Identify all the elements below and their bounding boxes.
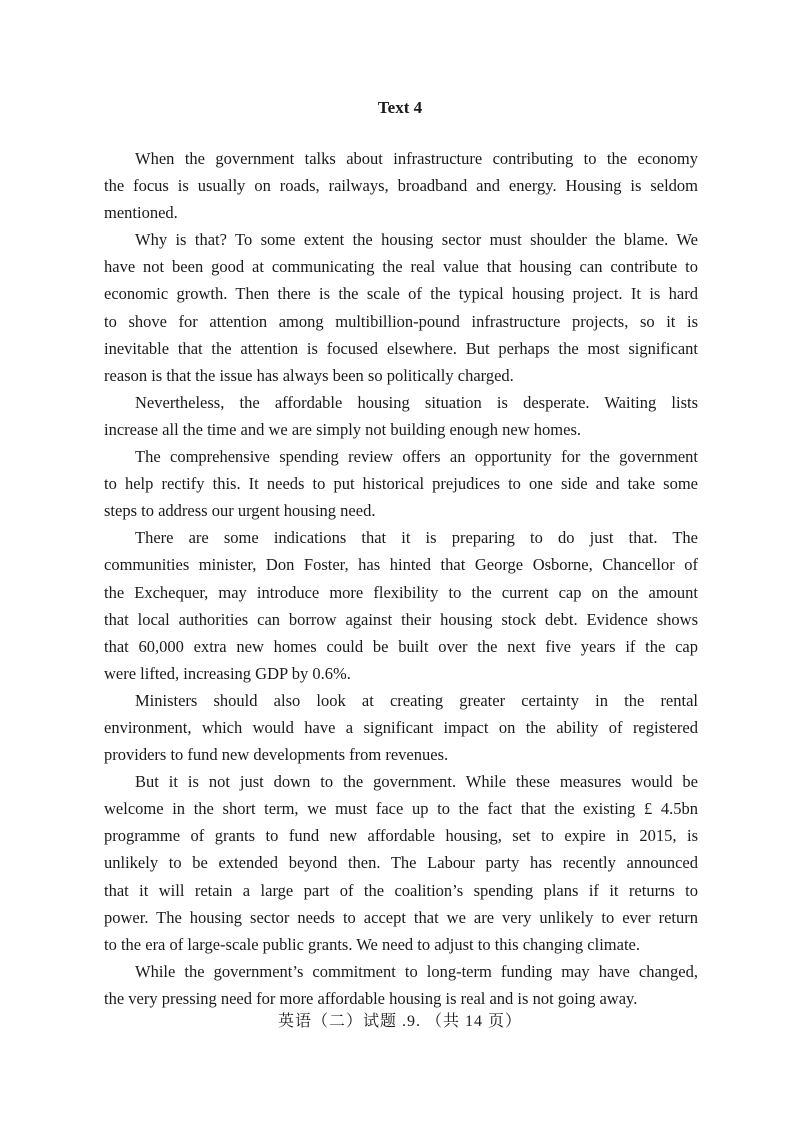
text-line: unlikely to be extended beyond then. The Labour party has recently announced [104,853,698,873]
text-line: mentioned. [104,203,178,223]
paragraph [104,687,698,768]
text-line: increase all the time and we are simply not building enough new homes. [104,419,582,439]
text-title: Text 4 [377,98,423,117]
text-line: communities minister, Don Foster, has hinted that George Osborne, Chancellor of [104,555,698,575]
paragraph [104,768,698,958]
text-line: inevitable that the attention is focused elsewhere. But perhaps the most significant [104,338,698,358]
text-line: have not been good at communicating the real value that housing can contribute to [104,257,698,277]
text-line: The comprehensive spending review offers an opportunity for the government [135,447,698,467]
text-line: that 60,000 extra new homes could be built over the next five years if the cap [104,636,698,656]
text-line: to the era of large-scale public grants. We need to adjust to this changing climate. [104,934,640,954]
page-footer: 英语（二）试题 .9. （共 14 页） [277,1013,522,1030]
reading-passage [104,145,698,1012]
paragraph [104,443,698,524]
text-line: When the government talks about infrastructure contributing to the economy [135,149,698,168]
text-line: But it is not just down to the government. While these measures would be [135,772,698,792]
text-line: steps to address our urgent housing need. [104,501,376,521]
paragraph [104,958,698,1012]
text-line: programme of grants to fund new affordable housing, set to expire in 2015, is [104,826,698,846]
text-line: the focus is usually on roads, railways, broadband and energy. Housing is seldom [104,176,698,196]
text-line: to help rectify this. It needs to put historical prejudices to one side and take some [104,474,698,494]
text-line: to shove for attention among multibillion-pound infrastructure projects, so it is [104,311,698,331]
text-line: economic growth. Then there is the scale of the typical housing project. It is hard [104,284,698,304]
text-line: reason is that the issue has always been so politically charged. [104,365,514,385]
paragraph [104,389,698,443]
text-line: While the government’s commitment to long-term funding may have changed, [135,961,698,981]
text-line: were lifted, increasing GDP by 0.6%. [104,663,351,683]
text-line: the very pressing need for more affordable housing is real and is not going away. [104,988,638,1008]
text-line: welcome in the short term, we must face up to the fact that the existing £ 4.5bn [104,799,698,819]
text-line: Nevertheless, the affordable housing situation is desperate. Waiting lists [135,392,698,412]
paragraph [104,145,698,226]
text-line: Ministers should also look at creating greater certainty in the rental [135,690,698,710]
paragraph [104,226,698,389]
text-line: environment, which would have a significant impact on the ability of registered [104,717,698,737]
text-line: that it will retain a large part of the coalition’s spending plans if it returns to [104,880,698,900]
text-line: the Exchequer, may introduce more flexibility to the current cap on the amount [104,582,698,602]
text-line: There are some indications that it is preparing to do just that. The [135,528,698,548]
text-line: providers to fund new developments from revenues. [104,745,449,765]
text-line: power. The housing sector needs to accept that we are very unlikely to ever return [104,907,698,927]
text-line: Why is that? To some extent the housing sector must shoulder the blame. We [135,230,698,250]
paragraph [104,524,698,687]
text-line: that local authorities can borrow against their housing stock debt. Evidence shows [104,609,698,629]
